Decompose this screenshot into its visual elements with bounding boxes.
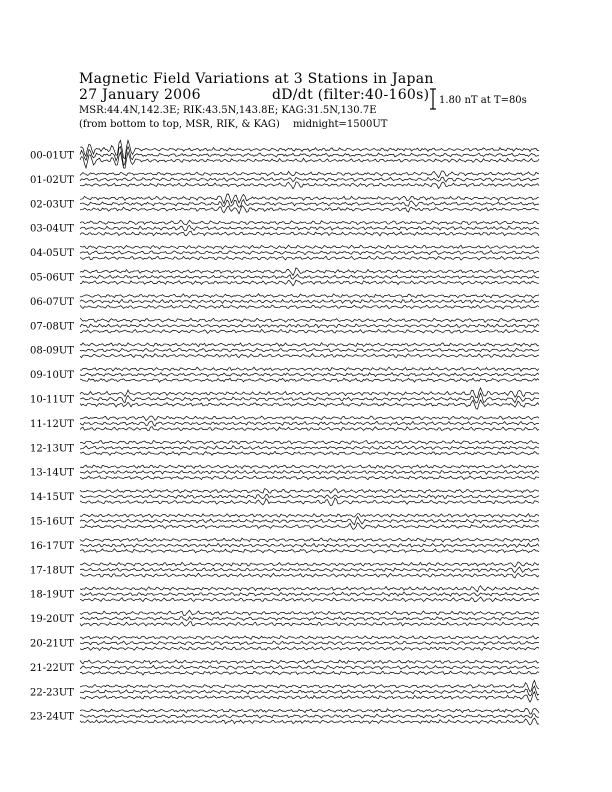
trace-msr-16-17UT xyxy=(80,549,539,553)
chart-title: Magnetic Field Variations at 3 Stations in Japan xyxy=(79,71,434,87)
trace-msr-21-22UT xyxy=(80,671,539,675)
filter-label: dD/dt (filter:40-160s) xyxy=(272,87,430,103)
trace-rik-14-15UT xyxy=(80,494,539,498)
y-tick-label: 12-13UT xyxy=(30,443,74,455)
y-tick-label: 13-14UT xyxy=(30,467,74,479)
y-tick-label: 07-08UT xyxy=(30,321,74,333)
y-tick-label: 00-01UT xyxy=(30,150,74,162)
trace-msr-18-19UT xyxy=(80,597,539,602)
y-tick-label: 15-16UT xyxy=(30,516,74,528)
trace-rik-15-16UT xyxy=(80,517,539,525)
trace-kag-05-06UT xyxy=(80,268,539,276)
trace-msr-04-05UT xyxy=(80,256,539,260)
trace-kag-07-08UT xyxy=(80,318,539,322)
trace-rik-08-09UT xyxy=(80,348,539,352)
trace-rik-21-22UT xyxy=(80,665,539,669)
y-tick-label: 09-10UT xyxy=(30,370,74,382)
trace-kag-20-21UT xyxy=(80,636,539,640)
trace-kag-08-09UT xyxy=(80,343,539,347)
trace-kag-15-16UT xyxy=(80,514,539,518)
midnight-label: midnight=1500UT xyxy=(292,119,388,130)
trace-kag-03-04UT xyxy=(80,220,539,225)
scale-label: 1.80 nT at T=80s xyxy=(439,95,527,106)
y-tick-label: 10-11UT xyxy=(30,394,74,406)
trace-rik-20-21UT xyxy=(80,641,539,645)
y-tick-label: 19-20UT xyxy=(30,614,74,626)
y-tick-label: 14-15UT xyxy=(30,492,74,504)
trace-msr-07-08UT xyxy=(80,329,539,333)
trace-msr-01-02UT xyxy=(80,182,539,189)
trace-kag-04-05UT xyxy=(80,245,539,249)
trace-rik-19-20UT xyxy=(80,617,539,621)
trace-rik-01-02UT xyxy=(80,177,539,182)
y-tick-label: 04-05UT xyxy=(30,248,74,260)
trace-kag-01-02UT xyxy=(80,171,539,178)
trace-rik-18-19UT xyxy=(80,592,539,596)
y-tick-label: 03-04UT xyxy=(30,223,74,235)
y-tick-label: 18-19UT xyxy=(30,589,74,601)
trace-msr-10-11UT xyxy=(80,400,539,409)
trace-kag-21-22UT xyxy=(80,660,539,664)
trace-msr-15-16UT xyxy=(80,523,539,530)
trace-kag-06-07UT xyxy=(80,294,539,298)
trace-rik-12-13UT xyxy=(80,446,539,450)
y-tick-label: 02-03UT xyxy=(30,199,74,211)
trace-kag-11-12UT xyxy=(80,416,539,421)
y-tick-label: 17-18UT xyxy=(30,565,74,577)
trace-kag-09-10UT xyxy=(80,367,539,371)
y-tick-label: 05-06UT xyxy=(30,272,74,284)
trace-msr-17-18UT xyxy=(80,573,539,578)
trace-kag-10-11UT xyxy=(80,388,539,398)
y-tick-label: 01-02UT xyxy=(30,174,74,186)
trace-rik-02-03UT xyxy=(80,200,539,208)
trace-kag-18-19UT xyxy=(80,586,539,592)
trace-msr-02-03UT xyxy=(80,206,539,214)
trace-msr-03-04UT xyxy=(80,231,539,236)
trace-msr-06-07UT xyxy=(80,305,539,309)
trace-rik-07-08UT xyxy=(80,324,539,328)
stations-info: MSR:44.4N,142.3E; RIK:43.5N,143.8E; KAG:31.5N,130.7E xyxy=(79,105,377,116)
trace-rik-06-07UT xyxy=(80,299,539,303)
trace-rik-11-12UT xyxy=(80,421,539,426)
trace-rik-13-14UT xyxy=(80,470,539,474)
y-tick-label: 22-23UT xyxy=(30,687,74,699)
trace-msr-09-10UT xyxy=(80,378,539,382)
trace-msr-19-20UT xyxy=(80,622,539,627)
y-tick-label: 08-09UT xyxy=(30,345,74,357)
trace-msr-20-21UT xyxy=(80,647,539,651)
date-label: 27 January 2006 xyxy=(79,87,201,103)
y-tick-label: 16-17UT xyxy=(30,540,74,552)
trace-kag-23-24UT xyxy=(80,708,539,714)
trace-kag-17-18UT xyxy=(80,562,539,567)
trace-msr-14-15UT xyxy=(80,498,539,505)
trace-rik-23-24UT xyxy=(80,714,539,718)
y-tick-label: 11-12UT xyxy=(30,418,74,430)
station-order-label: (from bottom to top, MSR, RIK, & KAG) xyxy=(79,119,280,130)
trace-kag-00-01UT xyxy=(80,140,539,158)
trace-msr-05-06UT xyxy=(80,280,539,286)
trace-rik-00-01UT xyxy=(80,147,539,166)
trace-kag-19-20UT xyxy=(80,610,539,615)
trace-rik-03-04UT xyxy=(80,225,539,231)
trace-rik-04-05UT xyxy=(80,251,539,255)
trace-msr-23-24UT xyxy=(80,718,539,725)
trace-rik-05-06UT xyxy=(80,274,539,279)
y-tick-label: 23-24UT xyxy=(30,711,74,723)
trace-kag-12-13UT xyxy=(80,440,539,444)
trace-msr-13-14UT xyxy=(80,476,539,480)
y-tick-label: 21-22UT xyxy=(30,662,74,674)
trace-kag-14-15UT xyxy=(80,489,539,494)
trace-msr-08-09UT xyxy=(80,354,539,358)
trace-kag-22-23UT xyxy=(80,680,539,691)
trace-rik-09-10UT xyxy=(80,373,539,377)
trace-kag-13-14UT xyxy=(80,465,539,469)
trace-rik-17-18UT xyxy=(80,567,539,573)
trace-kag-02-03UT xyxy=(80,194,539,204)
trace-rik-22-23UT xyxy=(80,686,539,696)
trace-msr-12-13UT xyxy=(80,451,539,455)
trace-kag-16-17UT xyxy=(80,538,539,542)
trace-msr-11-12UT xyxy=(80,427,539,431)
y-tick-label: 06-07UT xyxy=(30,296,74,308)
y-tick-label: 20-21UT xyxy=(30,638,74,650)
trace-rik-16-17UT xyxy=(80,543,539,547)
